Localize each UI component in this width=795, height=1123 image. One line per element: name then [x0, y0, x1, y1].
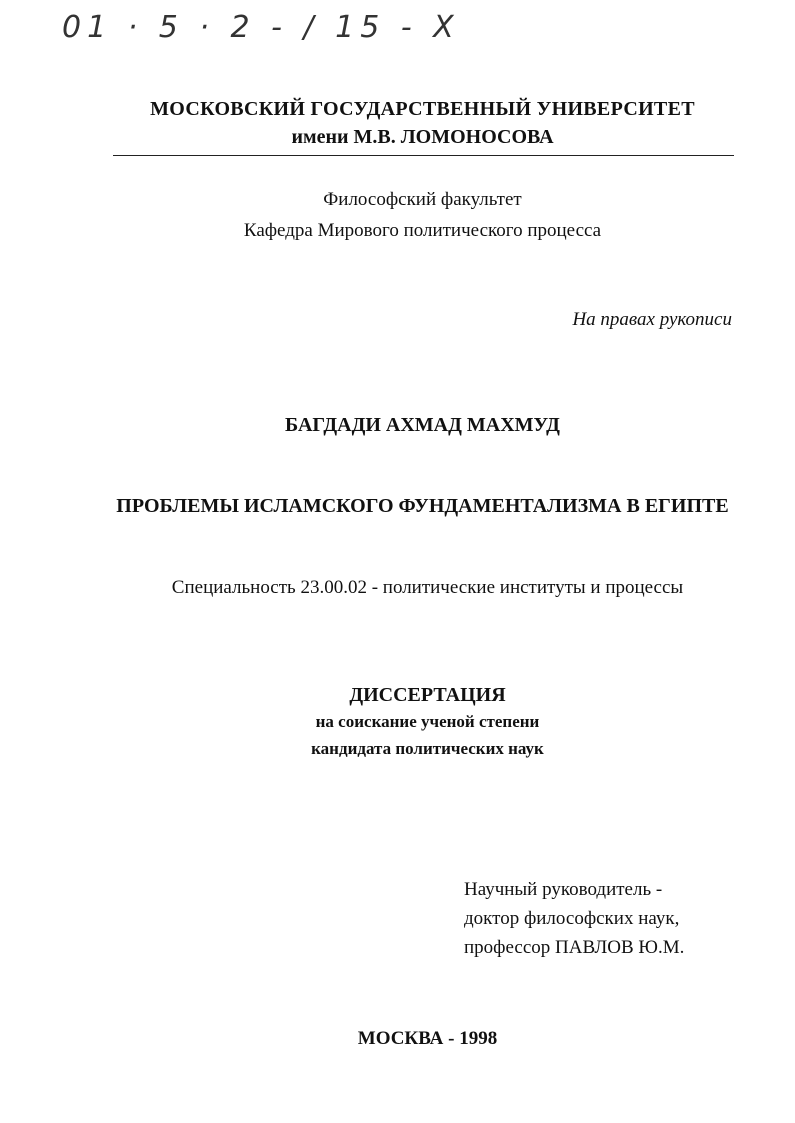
supervisor-degree: доктор философских наук, [464, 908, 680, 929]
dissertation-heading: ДИССЕРТАЦИЯ [349, 684, 506, 706]
degree-line: на соискание ученой степени [315, 712, 540, 731]
degree-field: кандидата политических наук [311, 739, 544, 758]
faculty: Философский факультет [323, 189, 522, 210]
supervisor-label: Научный руководитель - [464, 879, 663, 900]
author-name: БАГДАДИ АХМАД МАХМУД [285, 414, 560, 436]
handwritten-archive-number: 01 · 5 · 2 - / 15 - X [62, 10, 460, 45]
rights-note: На правах рукописи [572, 309, 732, 330]
supervisor-block [464, 875, 684, 962]
dissertation-title: ПРОБЛЕМЫ ИСЛАМСКОГО ФУНДАМЕНТАЛИЗМА В ЕГИПТЕ [116, 495, 729, 517]
city-year: МОСКВА - 1998 [357, 1028, 498, 1049]
header-divider [113, 155, 734, 156]
university-name-line2: имени М.В. ЛОМОНОСОВА [291, 126, 554, 148]
supervisor-name: профессор ПАВЛОВ Ю.М. [464, 937, 685, 958]
university-name: МОСКОВСКИЙ ГОСУДАРСТВЕННЫЙ УНИВЕРСИТЕТ [150, 98, 695, 120]
department: Кафедра Мирового политического процесса [243, 220, 602, 241]
specialty: Специальность 23.00.02 - политические институты и процессы [171, 577, 684, 598]
